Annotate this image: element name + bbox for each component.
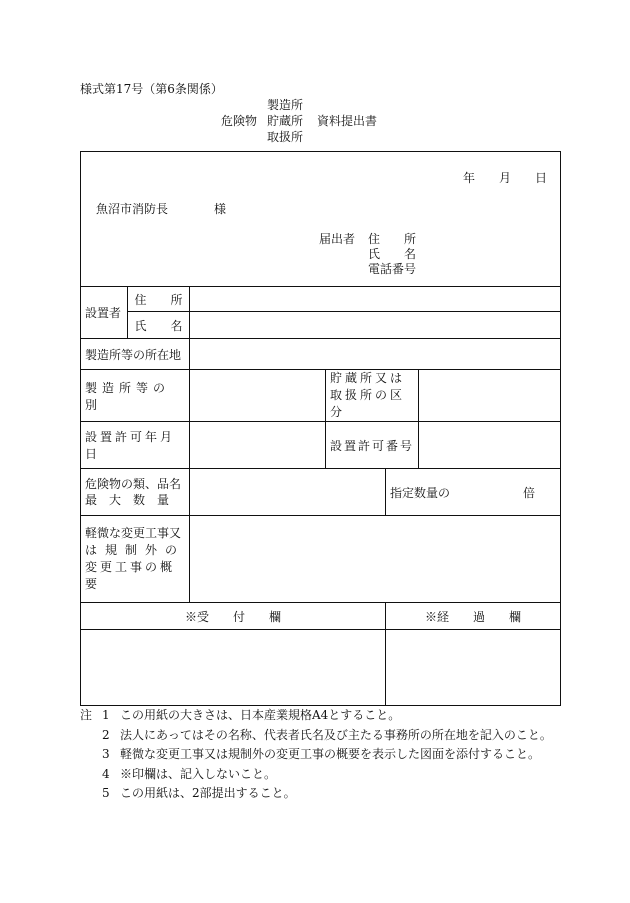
hazard-label	[81, 469, 190, 516]
note-number: 2	[102, 727, 110, 742]
installer-label: 設置者	[81, 287, 128, 339]
hazard-line2: 最大数量	[85, 493, 182, 507]
title-prefix: 危険物	[221, 114, 258, 128]
note-item	[80, 745, 552, 765]
notes-label: 注	[80, 708, 93, 722]
minor-change-line2: は規制外の	[85, 543, 186, 557]
hazard-line1: 危険物の類、品名	[85, 477, 182, 491]
permit-date-field[interactable]	[190, 422, 326, 469]
permit-date-label: 設置許可年月日	[81, 422, 190, 469]
installer-name-label: 氏 名	[128, 312, 190, 339]
hazard-field[interactable]	[190, 469, 386, 516]
location-label: 製造所等の所在地	[81, 339, 190, 370]
note-number: 4	[102, 766, 110, 781]
note-item	[80, 706, 552, 726]
title-option-storage: 貯蔵所	[267, 114, 304, 128]
note-number: 3	[102, 747, 110, 761]
note-text: この用紙は、2部提出すること。	[120, 786, 296, 800]
header-section	[81, 152, 561, 287]
designated-quantity-cell	[386, 469, 561, 516]
applicant-name-label: 氏 名	[368, 247, 417, 261]
facility-type-field[interactable]	[190, 370, 326, 422]
minor-change-label	[81, 516, 190, 603]
note-item	[80, 784, 552, 804]
permit-number-field[interactable]	[419, 422, 561, 469]
addressee: 魚沼市消防長	[96, 202, 169, 216]
note-text: ※印欄は、記入しないこと。	[120, 766, 277, 781]
title-option-handling: 取扱所	[267, 130, 304, 144]
location-field[interactable]	[190, 339, 561, 370]
applicant-label: 届出者	[319, 232, 356, 246]
facility-type-label: 製造所等の別	[81, 370, 190, 422]
date-year: 年	[463, 171, 476, 185]
note-text: 軽微な変更工事又は規制外の変更工事の概要を表示した図面を添付すること。	[120, 747, 541, 761]
progress-column-header: ※経 過 欄	[386, 603, 561, 630]
note-text: 法人にあってはその名称、代表者氏名及び主たる事務所の所在地を記入のこと。	[120, 727, 552, 742]
minor-change-field[interactable]	[190, 516, 561, 603]
notes-section	[80, 706, 552, 804]
note-item	[80, 726, 552, 746]
title-suffix: 資料提出書	[317, 114, 378, 128]
date-day: 日	[535, 171, 548, 185]
reception-column-header: ※受 付 欄	[81, 603, 386, 630]
designated-qty-label: 指定数量の	[390, 486, 451, 500]
storage-class-line1: 貯蔵所又は	[330, 371, 406, 385]
storage-class-label	[326, 370, 419, 422]
progress-field[interactable]	[386, 630, 561, 706]
applicant-phone-label: 電話番号	[368, 262, 417, 276]
submission-form-table	[80, 151, 561, 706]
permit-number-label: 設置許可番号	[326, 422, 419, 469]
note-text: この用紙の大きさは、日本産業規格A4とすること。	[120, 708, 401, 722]
minor-change-line3: 変更工事の概要	[85, 560, 176, 591]
applicant-address-label: 住 所	[368, 232, 417, 246]
reception-field[interactable]	[81, 630, 386, 706]
title-option-manufacture: 製造所	[267, 98, 304, 112]
note-number: 1	[102, 708, 110, 722]
installer-address-label: 住 所	[128, 287, 190, 312]
installer-name-field[interactable]	[190, 312, 561, 339]
minor-change-line1: 軽微な変更工事又	[85, 526, 182, 540]
installer-address-field[interactable]	[190, 287, 561, 312]
storage-class-field[interactable]	[419, 370, 561, 422]
note-number: 5	[102, 786, 110, 800]
date-month: 月	[499, 171, 512, 185]
multiple-label: 倍	[523, 486, 536, 500]
addressee-honorific: 様	[214, 202, 227, 216]
form-number: 様式第17号（第6条関係）	[80, 82, 223, 96]
storage-class-line2: 取扱所の区分	[330, 388, 406, 419]
note-item	[80, 765, 552, 785]
